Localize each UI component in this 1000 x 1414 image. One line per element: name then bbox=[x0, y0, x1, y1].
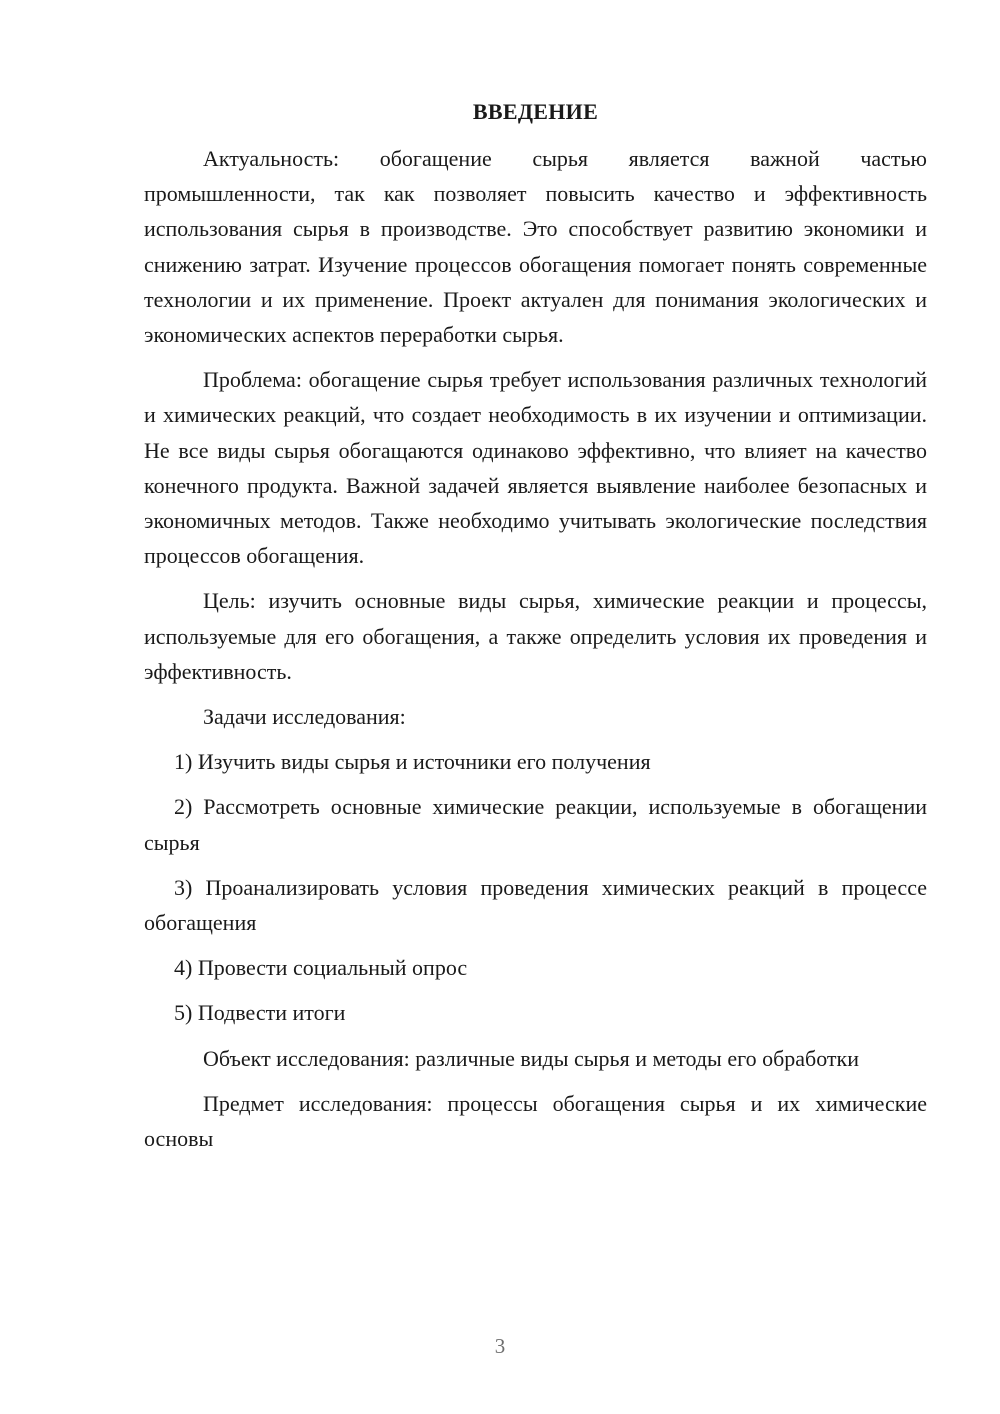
task-item-1: 1) Изучить виды сырья и источники его получения bbox=[174, 749, 651, 775]
task-item-3: 3) Проанализировать условия проведения химических реакций в процессе обогащения bbox=[144, 874, 927, 936]
section-title: ВВЕДЕНИЕ bbox=[472, 99, 599, 124]
task-item-2: 2) Рассмотреть основные химические реакции, используемые в обогащении сырья bbox=[144, 794, 927, 855]
paragraph-goal: Цель: изучить основные виды сырья, химические реакции и процессы, используемые для его обогащения, а также определить условия их проведения и эффективность. bbox=[144, 588, 927, 684]
paragraph-subject: Предмет исследования: процессы обогащения сырья и их химические основы bbox=[144, 1090, 927, 1152]
task-item-4: 4) Провести социальный опрос bbox=[174, 955, 468, 981]
paragraph-problem: Проблема: обогащение сырья требует использования различных технологий и химических реакций, что создает необходимость в их изучении и оптимизации. Не все виды сырья обогащаются одинаково эффективно, что влияет на качество конечного продукта. Важной задачей является выявление наиболее безопасных и экономичных методов. Также необходимо учитывать экологические последствия процессов обогащения. bbox=[144, 367, 927, 569]
paragraph-object: Объект исследования: различные виды сырья и методы его обработки bbox=[203, 1045, 860, 1071]
task-item-5: 5) Подвести итоги bbox=[174, 1000, 346, 1026]
tasks-heading: Задачи исследования: bbox=[203, 704, 406, 730]
page-number: 3 bbox=[494, 1334, 506, 1358]
paragraph-relevance: Актуальность: обогащение сырья является важной частью промышленности, так как позволяет повысить качество и эффективность использования сырья в производстве. Это способствует развитию экономики и снижению затрат. Изучение процессов обогащения помогает понять современные технологии и их применение. Проект актуален для понимания экологических и экономических аспектов переработки сырья. bbox=[144, 146, 927, 348]
page-content bbox=[144, 94, 927, 1166]
